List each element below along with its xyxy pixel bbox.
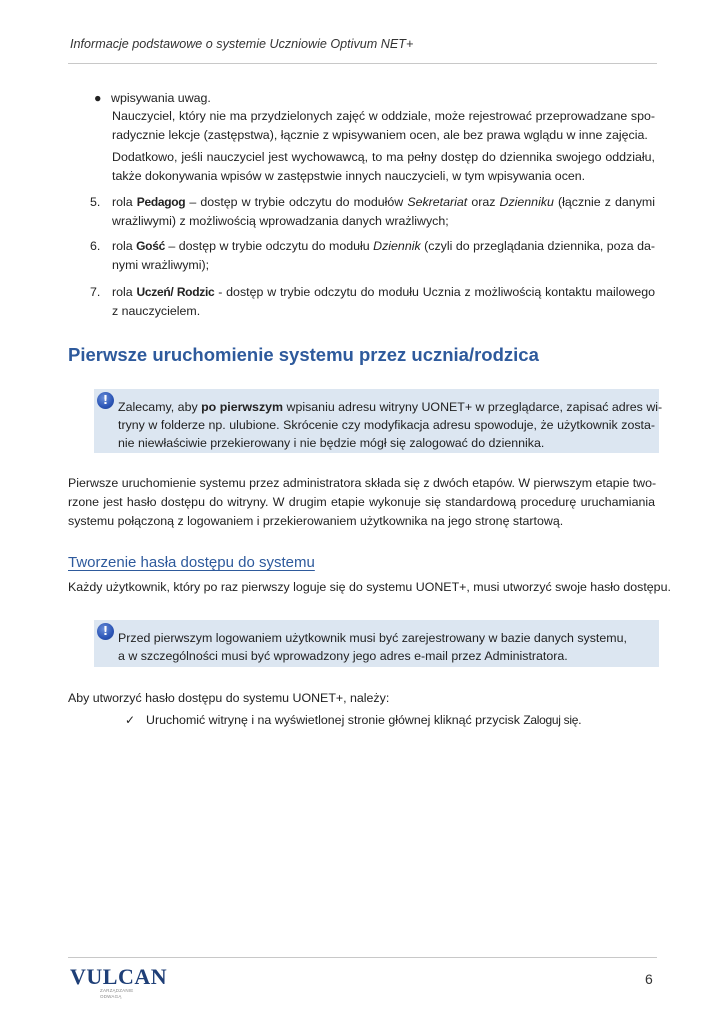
note-line: a w szczególności musi być wprowadzony jego adres e-mail przez Administratora. [118,649,568,663]
note-emphasis: po pierwszym [201,400,284,414]
note-line: Przed pierwszym logowaniem użytkownik musi być zarejestrowany w bazie danych systemu, [118,631,627,645]
bullet-text: wpisywania uwag. [111,91,211,105]
note-line: tryny w folderze np. ulubione. Skrócenie czy modyfikacja adresu spowoduje, że użytkownik zosta- [118,418,655,432]
header-divider [68,63,657,64]
logo-tagline: ZARZĄDZANIE ODWAGĄ [100,988,134,999]
module-name: Dzienniku [499,195,554,209]
step-text: Uruchomić witrynę i na wyświetlonej stronie głównej kliknąć przycisk [146,713,520,727]
step-item [146,711,582,730]
paragraph-line: rzone jest hasło dostępu do witryny. W drugim etapie wykonuje się standardową procedurę uruchamiania [68,495,655,509]
footer-divider [68,957,657,958]
bullet-icon: ● [94,91,102,105]
list-number: 6. [90,239,101,253]
paragraph-line: także dokonywania wpisów w zastępstwie innych nauczycieli, w tym wpisywania ocen. [112,169,586,183]
note-text: Zalecamy, aby [118,400,198,414]
role-desc: – dostęp w trybie odczytu do modułów [189,195,404,209]
info-icon: ! [97,623,114,640]
role-name: Gość [136,239,165,253]
role-prefix: rola [112,195,133,209]
subsection-heading: Tworzenie hasła dostępu do systemu [68,554,315,571]
role-name: Uczeń/ Rodzic [136,285,215,299]
page-header-title: Informacje podstawowe o systemie Uczniowie Optivum NET+ [70,37,414,51]
vulcan-logo [70,964,168,999]
list-item-continuation: wrażliwymi) z możliwością wprowadzania danych wrażliwych; [112,214,449,228]
paragraph-line: Pierwsze uruchomienie systemu przez administratora składa się z dwóch etapów. W pierwszym etapie two- [68,476,657,490]
logo-text: VULCAN [70,964,168,989]
role-desc: - dostęp w trybie odczytu do modułu Ucznia z możliwością kontaktu mailowego [218,285,655,299]
section-heading: Pierwsze uruchomienie systemu przez ucznia/rodzica [68,344,539,365]
note-line [118,398,663,417]
role-prefix: rola [112,285,133,299]
paragraph-line: Dodatkowo, jeśli nauczyciel jest wychowawcą, to ma pełny dostęp do dziennika swojego oddziału, [112,150,655,164]
role-prefix: rola [112,239,133,253]
note-text: wpisaniu adresu witryny UONET+ w przeglądarce, zapisać adres wi- [286,400,663,414]
role-desc: – dostęp w trybie odczytu do modułu [168,239,370,253]
role-desc: (czyli do przeglądania dziennika, poza da- [424,239,655,253]
info-icon: ! [97,392,114,409]
list-item-continuation: nymi wrażliwymi); [112,258,210,272]
role-desc: (łącznie z danymi [558,195,655,209]
list-item-role-uczen-rodzic [112,283,655,302]
list-item-role-pedagog [112,193,655,212]
module-name: Sekretariat [407,195,468,209]
role-name: Pedagog [136,195,186,209]
list-number: 7. [90,285,101,299]
paragraph-line: systemu połączoną z logowaniem i przekierowaniem użytkownika na jego stronę startową. [68,514,564,528]
info-note [94,389,663,453]
checkmark-icon: ✓ [125,713,136,727]
paragraph-line: Nauczyciel, który nie ma przydzielonych zajęć w oddziale, może rejestrować przeprowadzane spo- [112,109,655,123]
note-line: nie niewłaściwie przekierowany i nie będzie mógł się zalogować do dziennika. [118,436,545,450]
module-name: Dziennik [373,239,421,253]
list-number: 5. [90,195,101,209]
role-desc: oraz [471,195,496,209]
list-item-continuation: z nauczycielem. [112,304,201,318]
list-item-role-gosc [112,237,655,256]
page-number: 6 [645,971,653,987]
paragraph-line: Każdy użytkownik, który po raz pierwszy loguje się do systemu UONET+, musi utworzyć swoje hasło dostępu. [68,580,671,594]
paragraph-line: Aby utworzyć hasło dostępu do systemu UONET+, należy: [68,691,390,705]
paragraph-line: radycznie lekcje (zastępstwa), łącznie z wpisywaniem ocen, ale bez prawa wglądu w inne zajęcia. [112,128,648,142]
step-text-end: . [578,713,582,727]
button-name-ref: Zaloguj się [523,713,579,727]
info-note [94,620,659,667]
